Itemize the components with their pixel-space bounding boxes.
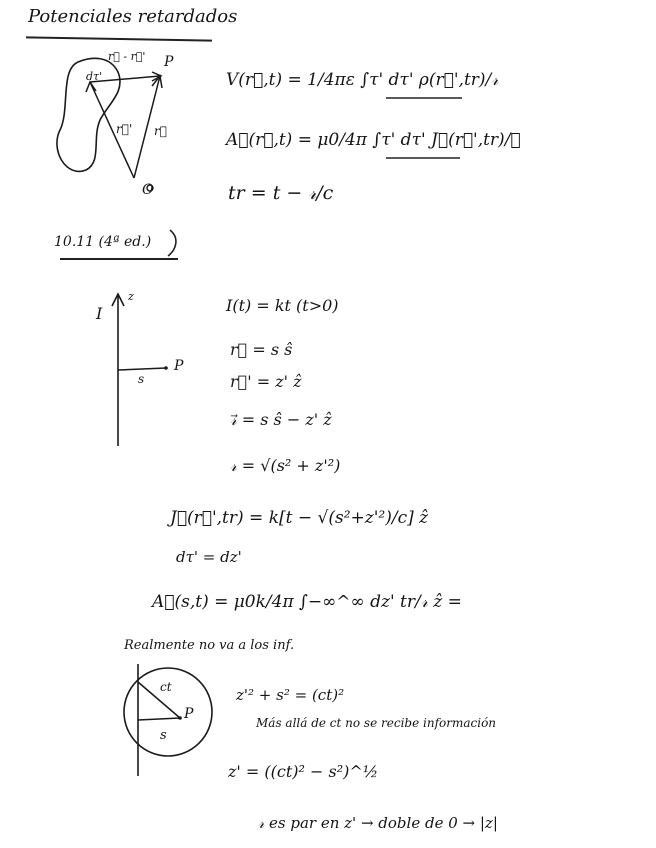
note-mas-alla: Más allá de ct no se recibe información (256, 716, 497, 730)
problem-current-density: J⃗(r⃗',tr) = k[t − √(s²+z'²)/c] ẑ (170, 508, 429, 528)
note-circle-equation: z'² + s² = (ct)² (236, 686, 345, 704)
distance-s-line-2 (138, 718, 180, 720)
section-brace (168, 230, 176, 256)
equation-V: V(r⃗,t) = 1/4πε ∫τ' dτ' ρ(r⃗',tr)/𝓇 (226, 70, 499, 90)
problem-dtau: dτ' = dz' (176, 548, 242, 566)
diagram2-label-z: z (128, 290, 134, 303)
diagram2-label-s: s (138, 372, 145, 386)
diagram1-label-P: P (164, 54, 174, 70)
section-heading: 10.11 (4ª ed.) (54, 234, 152, 250)
note-realmente: Realmente no va a los inf. (124, 638, 295, 653)
problem-script-r: 𝓇⃗ = s ŝ − z' ẑ (230, 410, 332, 429)
diagram2-label-I: I (96, 304, 103, 323)
diagram1-label-dtau: dτ' (86, 70, 103, 83)
problem-script-r-magnitude: 𝓇 = √(s² + z'²) (230, 456, 341, 475)
distance-s-line (118, 368, 166, 370)
diagram3-label-s: s (160, 728, 167, 743)
problem-r-prime: r⃗' = z' ẑ (230, 372, 302, 391)
diagram3-label-P: P (184, 706, 194, 722)
point-P-dot (164, 366, 168, 370)
ct-line (138, 682, 180, 718)
diagram1-label-script-r: r⃗ - r⃗' (108, 50, 146, 63)
note-par: 𝓇 es par en z' → doble de 0 → |z| (258, 814, 498, 832)
diagram2-label-P: P (174, 358, 184, 374)
point-P-dot-2 (178, 716, 182, 720)
equation-A: A⃗(r⃗,t) = μ0/4π ∫τ' dτ' J⃗(r⃗',tr)/𝓇 (226, 130, 521, 150)
problem-current: I(t) = kt (t>0) (226, 296, 339, 315)
note-z-prime: z' = ((ct)² − s²)^½ (228, 762, 379, 781)
diagram1-label-O: O (142, 182, 154, 198)
page-title: Potenciales retardados (28, 6, 238, 27)
diagram1-label-r-prime: r⃗' (116, 122, 133, 136)
problem-A-result: A⃗(s,t) = μ0k/4π ∫−∞^∞ dz' tr/𝓇 ẑ = (152, 592, 462, 612)
diagram3-label-ct: ct (160, 680, 172, 694)
problem-r: r⃗ = s ŝ (230, 340, 293, 359)
equation-tr: tr = t − 𝓇/c (228, 182, 334, 204)
section-underline (60, 258, 178, 260)
diagram1-label-r: r⃗ (154, 124, 167, 138)
